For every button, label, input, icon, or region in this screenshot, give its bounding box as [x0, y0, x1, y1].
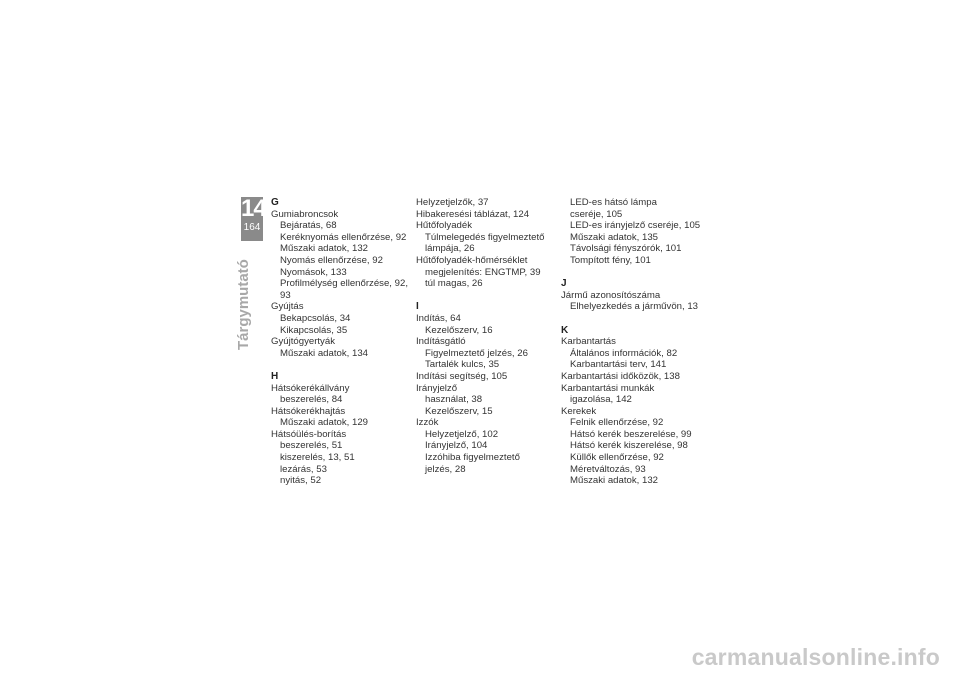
index-sub-entry: túl magas, 26 [425, 278, 483, 290]
index-column-1 [271, 197, 411, 487]
index-main-entry: Kerekek [561, 405, 597, 417]
index-main-entry: Hátsókerékhajtás [271, 405, 346, 417]
index-sub-entry: Méretváltozás, 93 [570, 463, 646, 475]
index-sub-entry: Helyzetjelző, 102 [425, 428, 499, 440]
index-sub-entry: lezárás, 53 [280, 463, 327, 475]
index-main-entry: Indítási segítség, 105 [416, 370, 508, 382]
index-sub-entry: igazolása, 142 [570, 394, 632, 406]
index-sub-entry: lámpája, 26 [425, 243, 475, 255]
index-main-entry: Hűtőfolyadék-hőmérséklet [416, 254, 528, 266]
index-sub-entry: Irányjelző, 104 [425, 440, 488, 452]
index-main-entry: Gyújtógyertyák [271, 336, 335, 348]
index-sub-entry: Profilmélység ellenőrzése, 92, [280, 278, 408, 290]
index-sub-entry: Keréknyomás ellenőrzése, 92 [280, 231, 407, 243]
index-main-entry: Gumiabroncsok [271, 208, 339, 220]
index-sub-entry: Műszaki adatok, 134 [280, 347, 368, 359]
index-main-entry: Indításgátló [416, 336, 466, 348]
index-sub-entry: Kezelőszerv, 15 [425, 405, 493, 417]
index-sub-entry: Figyelmeztető jelzés, 26 [425, 347, 528, 359]
index-sub-entry: beszerelés, 84 [280, 394, 343, 406]
index-sub-entry: Hátsó kerék kiszerelése, 98 [570, 440, 688, 452]
index-sub-entry: Nyomások, 133 [280, 266, 347, 278]
index-sub-entry: Nyomás ellenőrzése, 92 [280, 254, 383, 266]
section-label: Tárgymutató [235, 259, 252, 350]
index-sub-entry: Kikapcsolás, 35 [280, 324, 348, 336]
index-sub-entry: megjelenítés: ENGTMP, 39 [425, 266, 541, 278]
index-letter-heading: K [561, 324, 569, 336]
index-letter-heading: H [271, 370, 279, 382]
index-sub-entry: Hátsó kerék beszerelése, 99 [570, 428, 692, 440]
index-sub-entry: LED-es hátsó lámpa [570, 197, 657, 208]
index-main-entry: Karbantartási munkák [561, 382, 655, 394]
index-letter-heading: G [271, 197, 279, 208]
index-sub-entry: Túlmelegedés figyelmeztető [425, 231, 545, 243]
index-sub-entry: Távolsági fényszórók, 101 [570, 243, 682, 255]
index-sub-entry: nyitás, 52 [280, 475, 322, 487]
index-main-entry: Gyújtás [271, 301, 304, 313]
index-letter-heading: I [416, 301, 419, 313]
index-main-entry: Indítás, 64 [416, 312, 461, 324]
index-sub-entry: kiszerelés, 13, 51 [280, 452, 355, 464]
index-main-entry: Karbantartás [561, 336, 616, 348]
index-sub-entry: 93 [280, 289, 291, 301]
index-sub-entry: Tompított fény, 101 [570, 254, 651, 266]
watermark: carmanualsonline.info [691, 644, 940, 670]
index-sub-entry: Elhelyezkedés a járművön, 13 [570, 301, 698, 313]
index-sub-entry: használat, 38 [425, 394, 483, 406]
index-sub-entry: Felnik ellenőrzése, 92 [570, 417, 664, 429]
chapter-number: 14 [241, 195, 266, 222]
index-sub-entry: beszerelés, 51 [280, 440, 343, 452]
index-main-entry: Karbantartási időközök, 138 [561, 370, 680, 382]
index-column-2 [416, 197, 556, 475]
index-main-entry: Irányjelző [416, 382, 458, 394]
index-main-entry: Izzók [416, 417, 439, 429]
index-sub-entry: jelzés, 28 [425, 463, 466, 475]
index-letter-heading: J [561, 278, 567, 290]
index-main-entry: Hűtőfolyadék [416, 220, 472, 232]
index-main-entry: Hibakeresési táblázat, 124 [416, 208, 530, 220]
index-main-entry: Hátsókerékállvány [271, 382, 350, 394]
index-sub-entry: Kezelőszerv, 16 [425, 324, 493, 336]
index-sub-entry: Bejáratás, 68 [280, 220, 337, 232]
index-sub-entry: Tartalék kulcs, 35 [425, 359, 500, 371]
index-main-entry: Jármű azonosítószáma [561, 289, 661, 301]
index-sub-entry: Műszaki adatok, 132 [280, 243, 368, 255]
index-column-3 [561, 197, 701, 487]
index-sub-entry: LED-es irányjelző cseréje, 105 [570, 220, 701, 232]
page-number: 164 [243, 222, 261, 233]
chapter-tab [241, 195, 266, 241]
index-sub-entry: Karbantartási terv, 141 [570, 359, 667, 371]
index-sub-entry: Műszaki adatok, 129 [280, 417, 368, 429]
index-main-entry: Hátsóülés-borítás [271, 428, 347, 440]
index-sub-entry: Műszaki adatok, 132 [570, 475, 658, 487]
index-sub-entry: Izzóhiba figyelmeztető [425, 452, 520, 464]
index-sub-entry: Bekapcsolás, 34 [280, 312, 351, 324]
index-main-entry: Helyzetjelzők, 37 [416, 197, 489, 208]
index-sub-entry: Általános információk, 82 [570, 347, 678, 359]
index-sub-entry: Műszaki adatok, 135 [570, 231, 658, 243]
index-sub-entry: cseréje, 105 [570, 208, 623, 220]
index-sub-entry: Küllők ellenőrzése, 92 [570, 452, 664, 464]
